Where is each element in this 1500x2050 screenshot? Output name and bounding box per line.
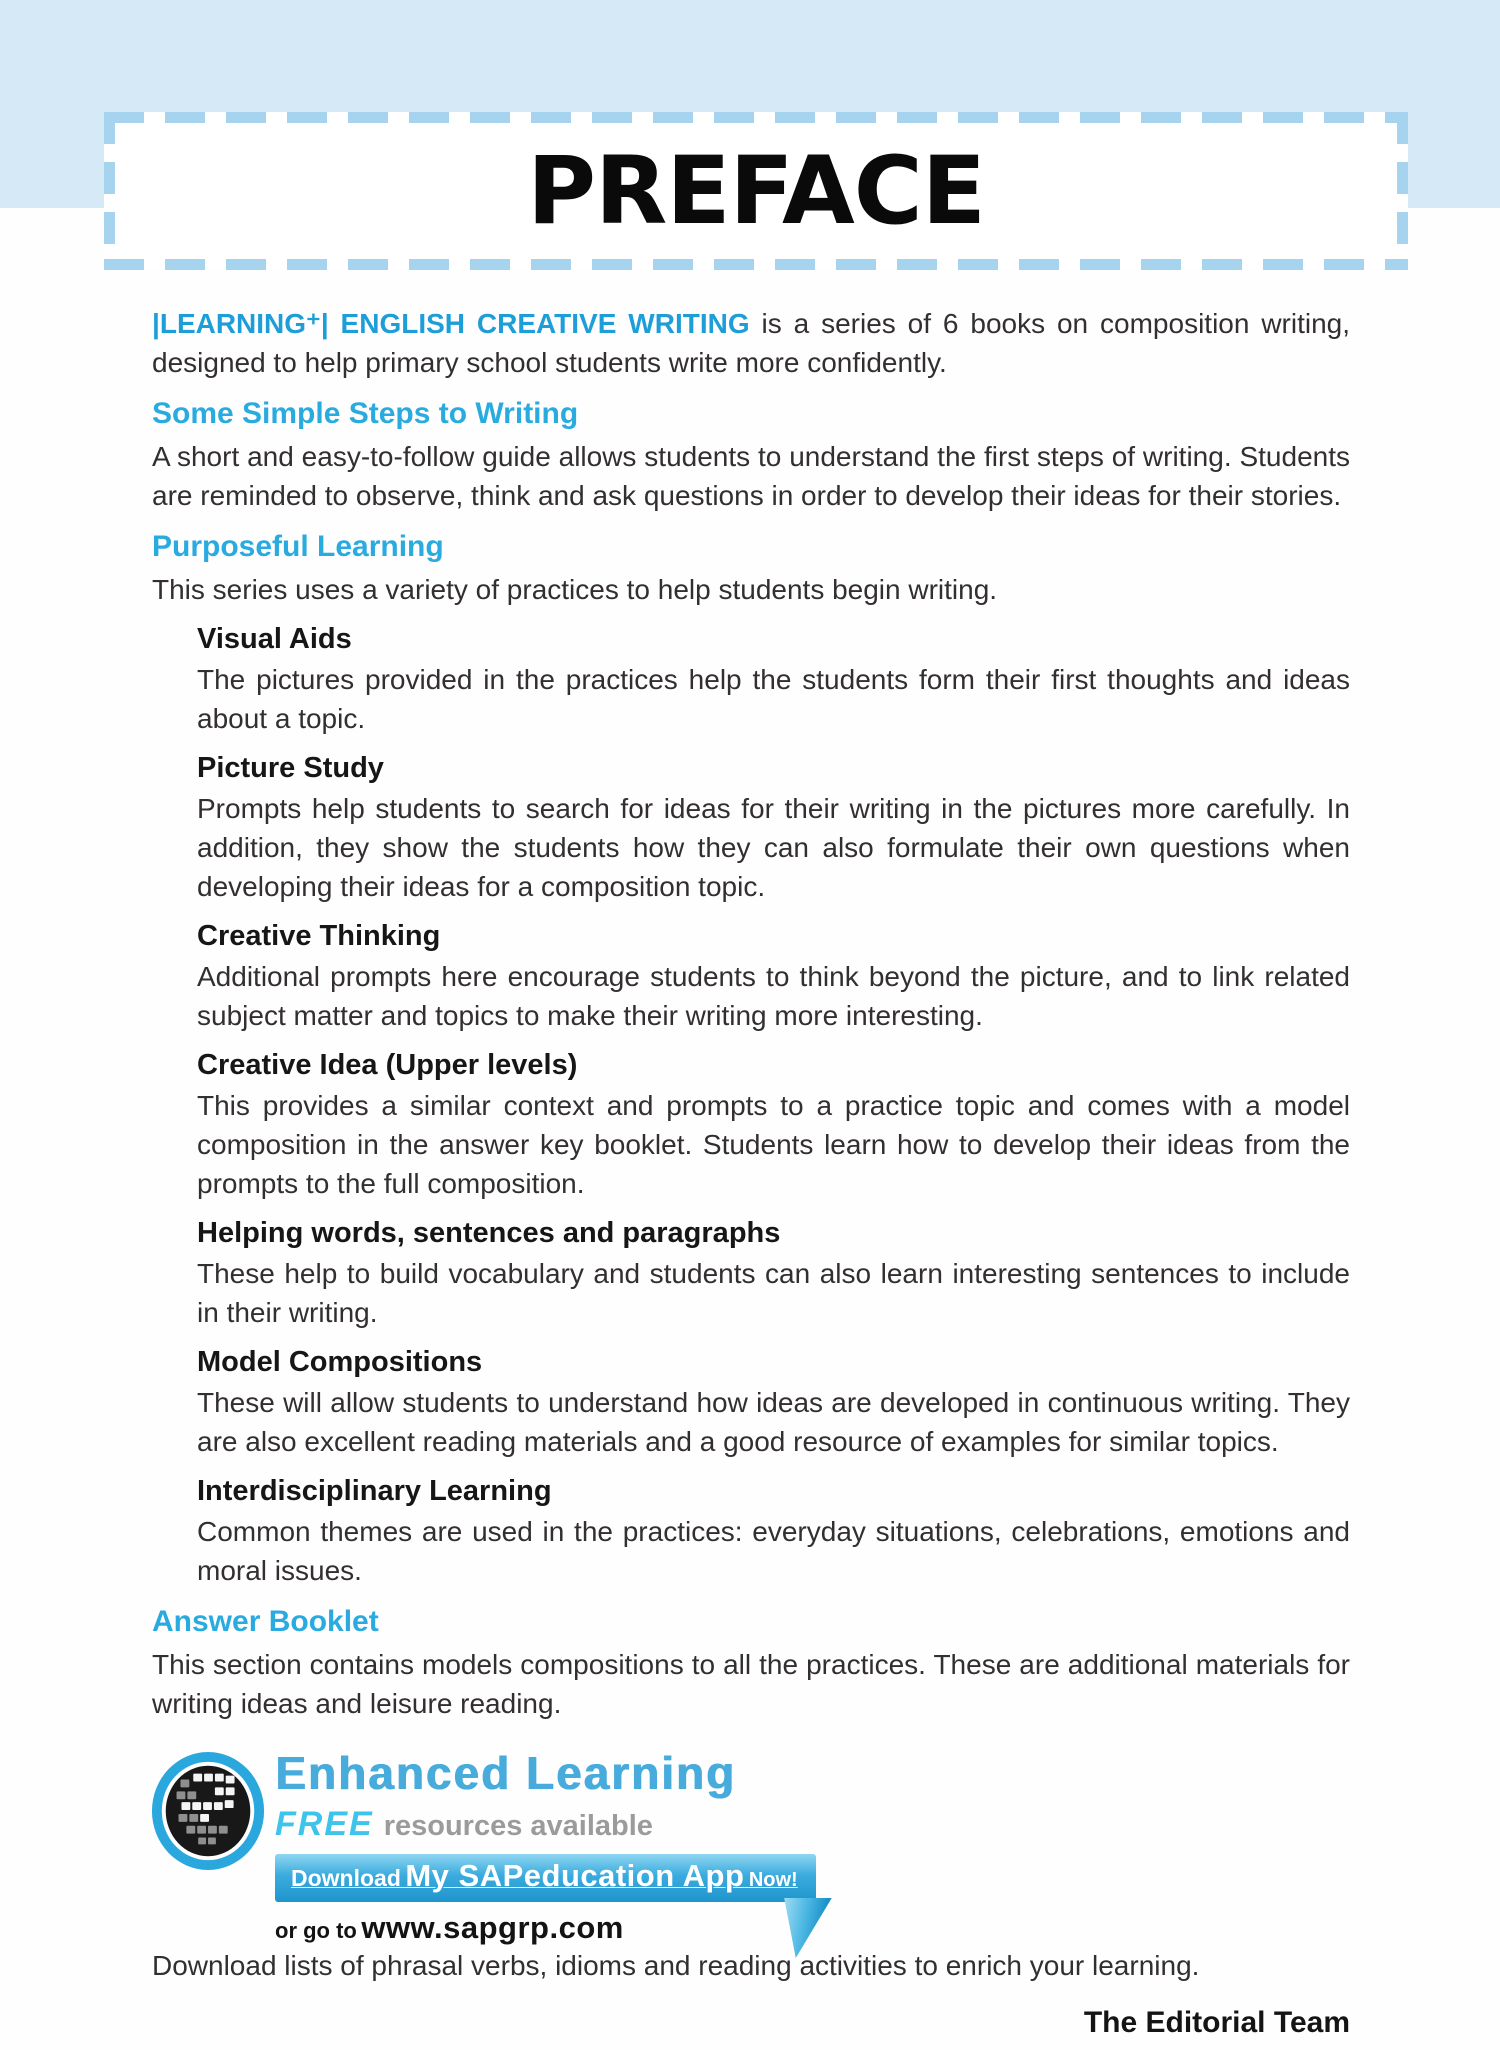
download-app-banner	[275, 1854, 816, 1902]
sub-heading-creative-thinking: Creative Thinking	[197, 920, 441, 952]
sub-heading-visual-aids: Visual Aids	[197, 623, 352, 655]
banner-app-name: My SAPeducation App	[405, 1858, 745, 1893]
page-title: PREFACE	[527, 136, 985, 246]
sub-body-visual-aids: The pictures provided in the practices help the students form their first thoughts and ideas about a topic.	[197, 664, 1350, 734]
intro-paragraph	[152, 304, 1350, 382]
section-body-purposeful-learning: This series uses a variety of practices to help students begin writing.	[152, 574, 998, 605]
sub-body-helping-words: These help to build vocabulary and students can also learn interesting sentences to include in their writing.	[197, 1258, 1350, 1328]
section-heading-answer-booklet: Answer Booklet	[152, 1605, 379, 1638]
enhanced-learning-block	[152, 1749, 1350, 1946]
sub-body-interdisciplinary-learning: Common themes are used in the practices: everyday situations, celebrations, emotions and moral issues.	[197, 1516, 1350, 1586]
series-brand: |LEARNING⁺| ENGLISH CREATIVE WRITING	[152, 308, 750, 339]
sub-body-creative-idea: This provides a similar context and prompts to a practice topic and comes with a model composition in the answer key booklet. Students learn how to develop their ideas from the prompts to the full composition.	[197, 1090, 1350, 1199]
sub-heading-model-compositions: Model Compositions	[197, 1346, 483, 1378]
dashed-border-right	[1397, 112, 1408, 270]
free-resources-label: resources available	[383, 1810, 653, 1842]
free-label: FREE	[275, 1805, 374, 1843]
enhanced-learning-description: Download lists of phrasal verbs, idioms and reading activities to enrich your learning.	[152, 1950, 1200, 1981]
banner-now-label: Now!	[748, 1869, 798, 1891]
or-go-to-label: or go to	[275, 1918, 357, 1943]
section-body-answer-booklet: This section contains models compositions to all the practices. These are additional materials for writing ideas and leisure reading.	[152, 1649, 1350, 1719]
dashed-border-left	[104, 112, 115, 270]
website-url: www.sapgrp.com	[361, 1910, 624, 1945]
sub-heading-helping-words: Helping words, sentences and paragraphs	[197, 1217, 781, 1249]
sub-body-model-compositions: These will allow students to understand how ideas are developed in continuous writing. They are also excellent reading materials and a good resource of examples for similar topics.	[197, 1387, 1350, 1457]
sap-education-qr-logo-icon	[150, 1749, 268, 1873]
sub-heading-picture-study: Picture Study	[197, 752, 384, 784]
enhanced-learning-title: Enhanced Learning	[275, 1747, 736, 1799]
sub-heading-creative-idea: Creative Idea (Upper levels)	[197, 1049, 578, 1081]
intro-text: is a series of 6 books on composition writing, designed to help primary school students write more confidently.	[152, 308, 1351, 378]
editorial-team-signoff: The Editorial Team	[1083, 2006, 1350, 2039]
sub-body-creative-thinking: Additional prompts here encourage students to think beyond the picture, and to link related subject matter and topics to make their writing more interesting.	[197, 961, 1350, 1031]
sub-body-picture-study: Prompts help students to search for ideas for their writing in the pictures more carefully. In addition, they show the students how they can also formulate their own questions when developing their ideas for a composition topic.	[197, 793, 1350, 902]
preface-content	[152, 304, 1350, 2042]
section-heading-simple-steps: Some Simple Steps to Writing	[152, 397, 579, 430]
banner-download-label: Download	[291, 1865, 401, 1891]
title-container	[115, 123, 1397, 259]
dashed-border-bottom	[104, 259, 1408, 270]
dashed-border-top	[104, 112, 1408, 123]
enhanced-learning-text-column	[275, 1749, 816, 1946]
sub-heading-interdisciplinary-learning: Interdisciplinary Learning	[197, 1475, 552, 1507]
section-body-simple-steps: A short and easy-to-follow guide allows students to understand the first steps of writing. Students are reminded to observe, think and ask questions in order to develop their ideas for their stories.	[152, 441, 1350, 511]
section-heading-purposeful-learning: Purposeful Learning	[152, 530, 444, 563]
purposeful-learning-subsections	[197, 621, 1350, 1590]
free-resources-line	[275, 1805, 816, 1844]
website-line	[275, 1910, 816, 1946]
preface-title-box	[104, 112, 1408, 270]
